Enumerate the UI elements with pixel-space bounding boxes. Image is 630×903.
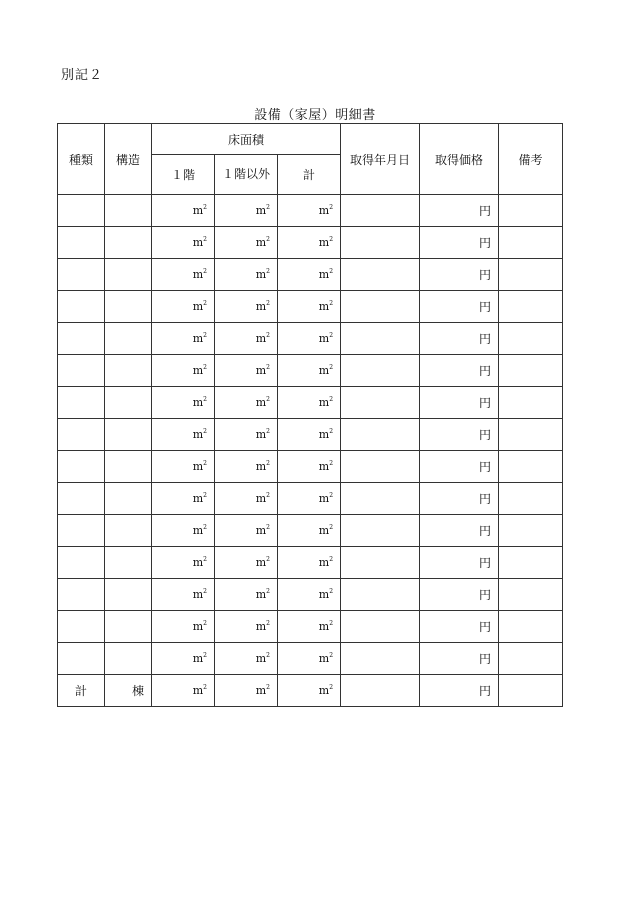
header-remarks: 備考 <box>499 124 563 195</box>
structure-cell[interactable] <box>105 259 152 291</box>
acquired-price-cell[interactable] <box>420 451 499 483</box>
area-unit: m <box>318 236 330 249</box>
area-unit: m <box>192 588 204 601</box>
type-cell[interactable] <box>58 451 105 483</box>
acquired-date-cell[interactable] <box>341 323 420 355</box>
table-row <box>58 611 563 643</box>
building-count-cell[interactable] <box>105 675 152 707</box>
yen-unit: 円 <box>479 524 492 538</box>
area-unit-exponent: 2 <box>203 300 207 307</box>
acquired-date-cell[interactable] <box>341 547 420 579</box>
area-unit-exponent: 2 <box>266 364 270 371</box>
yen-unit: 円 <box>479 684 492 698</box>
acquired-date-cell[interactable] <box>341 259 420 291</box>
area-unit: m <box>318 460 330 473</box>
yen-unit: 円 <box>479 460 492 474</box>
floor-1-area-cell[interactable] <box>152 227 215 259</box>
floor-other-area-cell[interactable] <box>215 323 278 355</box>
floor-total-area-cell[interactable] <box>278 419 341 451</box>
area-unit-exponent: 2 <box>329 684 334 691</box>
header-type: 種類 <box>58 124 105 195</box>
structure-cell[interactable] <box>105 643 152 675</box>
floor-other-area-cell[interactable] <box>215 195 278 227</box>
remarks-cell[interactable] <box>499 675 563 707</box>
remarks-cell[interactable] <box>499 227 563 259</box>
table-row <box>58 547 563 579</box>
table-row <box>58 483 563 515</box>
floor-1-area-cell[interactable] <box>152 291 215 323</box>
structure-cell[interactable] <box>105 483 152 515</box>
structure-cell[interactable] <box>105 227 152 259</box>
remarks-cell[interactable] <box>499 323 563 355</box>
floor-total-area-cell[interactable] <box>278 515 341 547</box>
header-floor-1: １階 <box>152 155 215 195</box>
header-floor-total: 計 <box>278 155 341 195</box>
area-unit: m <box>192 620 204 633</box>
type-cell[interactable] <box>58 259 105 291</box>
area-unit-exponent: 2 <box>266 524 270 531</box>
floor-total-area-cell[interactable] <box>278 643 341 675</box>
acquired-date-cell[interactable] <box>341 515 420 547</box>
area-unit-exponent: 2 <box>329 652 334 659</box>
area-unit: m <box>318 620 330 633</box>
yen-unit: 円 <box>479 492 492 506</box>
acquired-date-cell[interactable] <box>341 355 420 387</box>
area-unit-exponent: 2 <box>329 460 334 467</box>
total-row <box>58 675 563 707</box>
type-cell[interactable] <box>58 483 105 515</box>
area-unit: m <box>255 620 267 633</box>
acquired-date-cell[interactable] <box>341 579 420 611</box>
area-unit: m <box>255 332 267 345</box>
area-unit: m <box>255 492 267 505</box>
floor-1-area-cell[interactable] <box>152 323 215 355</box>
area-unit-exponent: 2 <box>329 268 334 275</box>
area-unit: m <box>255 652 267 665</box>
acquired-price-cell[interactable] <box>420 291 499 323</box>
acquired-date-cell[interactable] <box>341 483 420 515</box>
yen-unit: 円 <box>479 204 492 218</box>
area-unit: m <box>255 428 267 441</box>
floor-total-area-cell[interactable] <box>278 227 341 259</box>
area-unit: m <box>192 652 204 665</box>
floor-other-area-cell[interactable] <box>215 259 278 291</box>
type-cell[interactable] <box>58 579 105 611</box>
acquired-date-cell[interactable] <box>341 291 420 323</box>
acquired-price-cell[interactable] <box>420 259 499 291</box>
floor-other-area-cell[interactable] <box>215 387 278 419</box>
remarks-cell[interactable] <box>499 483 563 515</box>
floor-1-area-cell[interactable] <box>152 419 215 451</box>
area-unit: m <box>318 300 330 313</box>
type-cell[interactable] <box>58 419 105 451</box>
acquired-date-cell[interactable] <box>341 387 420 419</box>
structure-cell[interactable] <box>105 291 152 323</box>
type-cell[interactable] <box>58 227 105 259</box>
yen-unit: 円 <box>479 332 492 346</box>
area-unit-exponent: 2 <box>203 268 207 275</box>
area-unit: m <box>255 396 267 409</box>
acquired-price-cell[interactable] <box>420 643 499 675</box>
floor-total-area-cell[interactable] <box>278 355 341 387</box>
area-unit: m <box>255 588 267 601</box>
acquired-price-cell[interactable] <box>420 355 499 387</box>
area-unit: m <box>318 524 330 537</box>
area-unit: m <box>318 588 330 601</box>
area-unit: m <box>255 460 267 473</box>
area-unit: m <box>255 236 267 249</box>
area-unit: m <box>318 268 330 281</box>
floor-1-area-cell[interactable] <box>152 355 215 387</box>
remarks-cell[interactable] <box>499 611 563 643</box>
acquired-date-cell[interactable] <box>341 643 420 675</box>
area-unit: m <box>192 236 204 249</box>
yen-unit: 円 <box>479 620 492 634</box>
yen-unit: 円 <box>479 588 492 602</box>
acquired-date-cell[interactable] <box>341 611 420 643</box>
acquired-price-cell[interactable] <box>420 515 499 547</box>
remarks-cell[interactable] <box>499 579 563 611</box>
table-row <box>58 355 563 387</box>
type-cell[interactable] <box>58 387 105 419</box>
type-cell[interactable] <box>58 195 105 227</box>
floor-1-area-cell[interactable] <box>152 387 215 419</box>
area-unit-exponent: 2 <box>329 428 334 435</box>
area-unit-exponent: 2 <box>203 332 207 339</box>
floor-other-area-cell[interactable] <box>215 419 278 451</box>
area-unit-exponent: 2 <box>329 524 334 531</box>
floor-1-area-cell[interactable] <box>152 579 215 611</box>
area-unit: m <box>192 556 204 569</box>
area-unit-exponent: 2 <box>329 204 334 211</box>
floor-1-area-cell[interactable] <box>152 259 215 291</box>
structure-cell[interactable] <box>105 547 152 579</box>
area-unit-exponent: 2 <box>203 588 207 595</box>
floor-other-area-cell[interactable] <box>215 675 278 707</box>
area-unit: m <box>318 204 330 217</box>
floor-total-area-cell[interactable] <box>278 259 341 291</box>
area-unit-exponent: 2 <box>329 556 334 563</box>
area-unit-exponent: 2 <box>266 684 270 691</box>
area-unit-exponent: 2 <box>266 492 270 499</box>
structure-cell[interactable] <box>105 387 152 419</box>
acquired-price-cell[interactable] <box>420 579 499 611</box>
table-row <box>58 515 563 547</box>
acquired-date-cell[interactable] <box>341 451 420 483</box>
area-unit-exponent: 2 <box>203 236 207 243</box>
type-cell[interactable] <box>58 611 105 643</box>
floor-other-area-cell[interactable] <box>215 579 278 611</box>
area-unit: m <box>192 300 204 313</box>
area-unit-exponent: 2 <box>329 364 334 371</box>
acquired-price-cell[interactable] <box>420 227 499 259</box>
area-unit-exponent: 2 <box>266 204 270 211</box>
structure-cell[interactable] <box>105 579 152 611</box>
area-unit-exponent: 2 <box>203 460 207 467</box>
area-unit-exponent: 2 <box>266 620 270 627</box>
area-unit-exponent: 2 <box>266 236 270 243</box>
type-cell[interactable] <box>58 515 105 547</box>
type-cell[interactable] <box>58 323 105 355</box>
remarks-cell[interactable] <box>499 643 563 675</box>
structure-cell[interactable] <box>105 355 152 387</box>
remarks-cell[interactable] <box>499 419 563 451</box>
area-unit: m <box>255 556 267 569</box>
area-unit-exponent: 2 <box>203 524 207 531</box>
area-unit-exponent: 2 <box>203 492 207 499</box>
type-cell[interactable] <box>58 355 105 387</box>
header-acquired-date: 取得年月日 <box>341 124 420 195</box>
area-unit-exponent: 2 <box>329 492 334 499</box>
area-unit-exponent: 2 <box>203 396 207 403</box>
area-unit: m <box>255 204 267 217</box>
table-row <box>58 323 563 355</box>
area-unit: m <box>318 396 330 409</box>
area-unit-exponent: 2 <box>329 300 334 307</box>
floor-total-area-cell[interactable] <box>278 451 341 483</box>
area-unit: m <box>318 428 330 441</box>
floor-1-area-cell[interactable] <box>152 547 215 579</box>
table-row <box>58 291 563 323</box>
area-unit: m <box>255 684 267 697</box>
area-unit: m <box>192 524 204 537</box>
area-unit-exponent: 2 <box>266 268 270 275</box>
floor-total-area-cell[interactable] <box>278 323 341 355</box>
remarks-cell[interactable] <box>499 387 563 419</box>
header-floor-other: １階以外 <box>215 155 278 195</box>
detail-table <box>57 123 563 707</box>
floor-total-area-cell[interactable] <box>278 483 341 515</box>
header-acquired-price: 取得価格 <box>420 124 499 195</box>
floor-other-area-cell[interactable] <box>215 451 278 483</box>
acquired-price-cell[interactable] <box>420 675 499 707</box>
table-row <box>58 419 563 451</box>
structure-cell[interactable] <box>105 323 152 355</box>
acquired-date-cell[interactable] <box>341 419 420 451</box>
area-unit-exponent: 2 <box>266 396 270 403</box>
remarks-cell[interactable] <box>499 451 563 483</box>
header-floor-area: 床面積 <box>152 124 341 155</box>
area-unit: m <box>255 268 267 281</box>
floor-total-area-cell[interactable] <box>278 611 341 643</box>
acquired-price-cell[interactable] <box>420 419 499 451</box>
acquired-price-cell[interactable] <box>420 323 499 355</box>
area-unit-exponent: 2 <box>266 460 270 467</box>
acquired-date-cell[interactable] <box>341 227 420 259</box>
acquired-price-cell[interactable] <box>420 195 499 227</box>
area-unit: m <box>255 524 267 537</box>
area-unit: m <box>318 652 330 665</box>
floor-other-area-cell[interactable] <box>215 483 278 515</box>
acquired-price-cell[interactable] <box>420 483 499 515</box>
floor-other-area-cell[interactable] <box>215 643 278 675</box>
area-unit-exponent: 2 <box>329 620 334 627</box>
table-row <box>58 387 563 419</box>
structure-cell[interactable] <box>105 451 152 483</box>
area-unit-exponent: 2 <box>329 396 334 403</box>
remarks-cell[interactable] <box>499 355 563 387</box>
annex-label: 別記２ <box>61 68 104 83</box>
yen-unit: 円 <box>479 556 492 570</box>
floor-1-area-cell[interactable] <box>152 483 215 515</box>
building-unit: 棟 <box>131 684 144 698</box>
table-row <box>58 451 563 483</box>
area-unit-exponent: 2 <box>266 300 270 307</box>
area-unit-exponent: 2 <box>203 620 207 627</box>
floor-other-area-cell[interactable] <box>215 227 278 259</box>
area-unit-exponent: 2 <box>203 428 207 435</box>
table-row <box>58 195 563 227</box>
floor-total-area-cell[interactable] <box>278 547 341 579</box>
remarks-cell[interactable] <box>499 515 563 547</box>
floor-1-area-cell[interactable] <box>152 611 215 643</box>
area-unit: m <box>192 268 204 281</box>
structure-cell[interactable] <box>105 195 152 227</box>
area-unit: m <box>192 460 204 473</box>
yen-unit: 円 <box>479 268 492 282</box>
floor-other-area-cell[interactable] <box>215 355 278 387</box>
table-row <box>58 643 563 675</box>
area-unit: m <box>192 332 204 345</box>
remarks-cell[interactable] <box>499 195 563 227</box>
table-body <box>58 195 563 707</box>
yen-unit: 円 <box>479 652 492 666</box>
area-unit: m <box>318 556 330 569</box>
yen-unit: 円 <box>479 236 492 250</box>
area-unit-exponent: 2 <box>203 556 207 563</box>
floor-1-area-cell[interactable] <box>152 195 215 227</box>
header-structure: 構造 <box>105 124 152 195</box>
total-label: 計 <box>58 675 105 707</box>
type-cell[interactable] <box>58 547 105 579</box>
yen-unit: 円 <box>479 364 492 378</box>
area-unit: m <box>192 364 204 377</box>
floor-1-area-cell[interactable] <box>152 643 215 675</box>
floor-other-area-cell[interactable] <box>215 291 278 323</box>
area-unit: m <box>318 364 330 377</box>
area-unit: m <box>192 204 204 217</box>
floor-other-area-cell[interactable] <box>215 547 278 579</box>
acquired-price-cell[interactable] <box>420 611 499 643</box>
acquired-date-cell[interactable] <box>341 195 420 227</box>
type-cell[interactable] <box>58 291 105 323</box>
area-unit: m <box>318 492 330 505</box>
floor-total-area-cell[interactable] <box>278 291 341 323</box>
acquired-price-cell[interactable] <box>420 387 499 419</box>
area-unit-exponent: 2 <box>329 236 334 243</box>
area-unit-exponent: 2 <box>266 556 270 563</box>
area-unit: m <box>192 684 204 697</box>
area-unit-exponent: 2 <box>203 204 207 211</box>
structure-cell[interactable] <box>105 419 152 451</box>
area-unit-exponent: 2 <box>203 652 207 659</box>
area-unit: m <box>255 364 267 377</box>
area-unit-exponent: 2 <box>203 364 207 371</box>
area-unit: m <box>192 492 204 505</box>
document-title: 設備（家屋）明細書 <box>254 108 376 123</box>
type-cell[interactable] <box>58 643 105 675</box>
structure-cell[interactable] <box>105 515 152 547</box>
floor-total-area-cell[interactable] <box>278 195 341 227</box>
table-row <box>58 579 563 611</box>
floor-1-area-cell[interactable] <box>152 515 215 547</box>
acquired-date-cell[interactable] <box>341 675 420 707</box>
area-unit-exponent: 2 <box>329 332 334 339</box>
area-unit-exponent: 2 <box>266 428 270 435</box>
floor-other-area-cell[interactable] <box>215 515 278 547</box>
remarks-cell[interactable] <box>499 259 563 291</box>
area-unit: m <box>318 332 330 345</box>
floor-1-area-cell[interactable] <box>152 675 215 707</box>
yen-unit: 円 <box>479 428 492 442</box>
area-unit-exponent: 2 <box>329 588 334 595</box>
area-unit: m <box>192 428 204 441</box>
area-unit-exponent: 2 <box>266 588 270 595</box>
table-row <box>58 227 563 259</box>
floor-total-area-cell[interactable] <box>278 579 341 611</box>
structure-cell[interactable] <box>105 611 152 643</box>
area-unit: m <box>318 684 330 697</box>
floor-total-area-cell[interactable] <box>278 387 341 419</box>
table-row <box>58 259 563 291</box>
acquired-price-cell[interactable] <box>420 547 499 579</box>
floor-1-area-cell[interactable] <box>152 451 215 483</box>
floor-total-area-cell[interactable] <box>278 675 341 707</box>
remarks-cell[interactable] <box>499 547 563 579</box>
yen-unit: 円 <box>479 396 492 410</box>
area-unit-exponent: 2 <box>203 684 207 691</box>
area-unit-exponent: 2 <box>266 652 270 659</box>
area-unit-exponent: 2 <box>266 332 270 339</box>
area-unit: m <box>255 300 267 313</box>
floor-other-area-cell[interactable] <box>215 611 278 643</box>
yen-unit: 円 <box>479 300 492 314</box>
remarks-cell[interactable] <box>499 291 563 323</box>
area-unit: m <box>192 396 204 409</box>
